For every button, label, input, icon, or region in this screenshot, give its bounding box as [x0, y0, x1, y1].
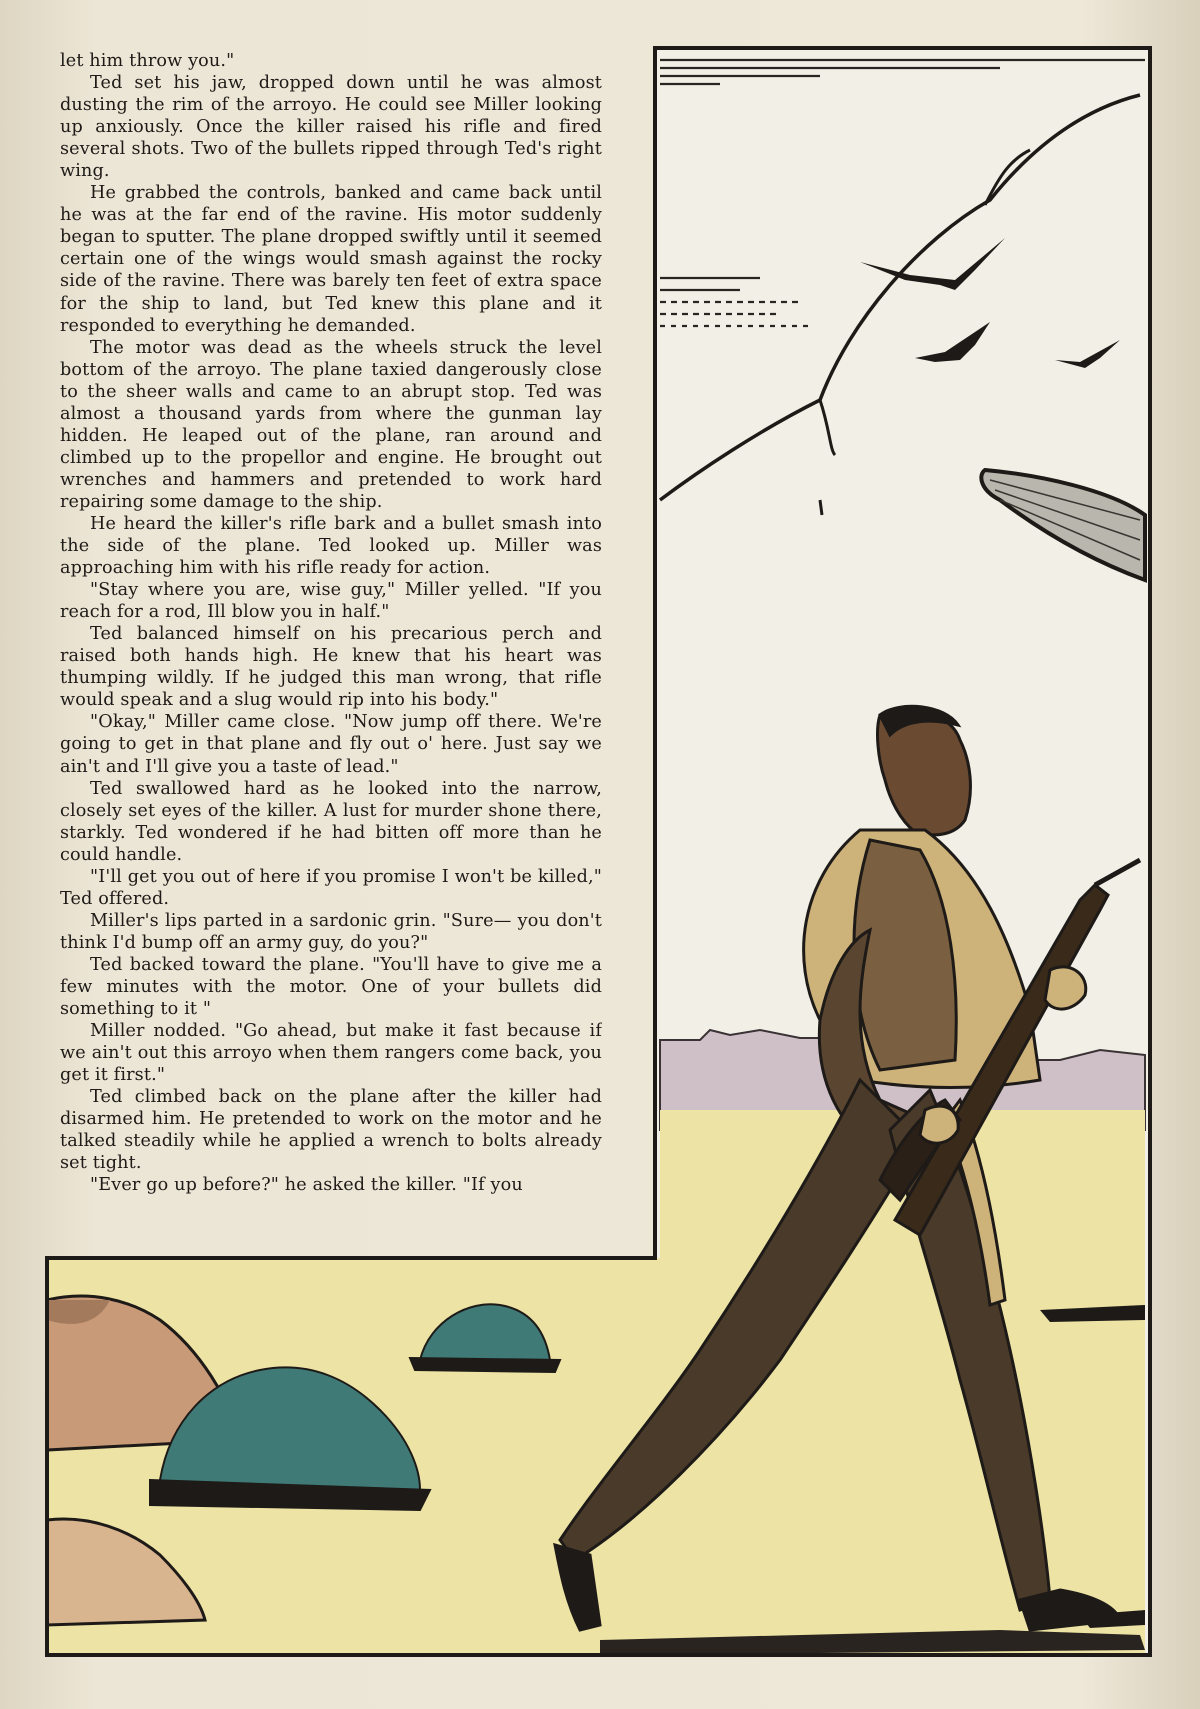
story-text-column — [60, 50, 602, 1235]
paragraph: Miller's lips parted in a sardonic grin. "Sure— you don't think I'd bump off an army guy, do you?" — [60, 910, 602, 953]
paragraph: let him throw you." — [60, 51, 235, 71]
paragraph: The motor was dead as the wheels struck the level bottom of the arroyo. The plane taxied dangerously close to the sheer walls and came to an abrupt stop. Ted was almost a thousand yards from where the gunman lay hidden. He leaped out of the plane, ran around and climbed up to the propellor and engine. He brought out wrenches and hammers and pretended to work hard repairing some damage to the ship. — [60, 337, 602, 512]
paragraph: Miller nodded. "Go ahead, but make it fast because if we ain't out this arroyo when them rangers come back, you get it first." — [60, 1021, 602, 1086]
man-hand-front — [1045, 967, 1086, 1009]
paragraph: "Okay," Miller came close. "Now jump off there. We're going to get in that plane and fly out o' here. Just say we ain't and I'll give you a taste of lead." — [60, 712, 602, 777]
paragraph: He heard the killer's rifle bark and a bullet smash into the side of the plane. Ted looked up. Miller was approaching him with his rifle ready for action. — [60, 513, 602, 579]
paragraph: Ted balanced himself on his precarious perch and raised both hands high. He knew that his heart was thumping wildly. If he judged this man wrong, that rifle would speak and a slug would rip into his body." — [60, 624, 602, 711]
paragraph: He grabbed the controls, banked and came back until he was at the far end of the ravine. His motor suddenly began to sputter. The plane dropped swiftly until it seemed certain one of the wings would smash against the rocky side of the ravine. There was barely ten feet of extra space for the ship to land, but Ted knew this plane and it responded to everything he demanded. — [60, 183, 602, 336]
paragraph: "Ever go up before?" he asked the killer. "If you — [90, 1175, 523, 1196]
paragraph: "Stay where you are, wise guy," Miller yelled. "If you reach for a rod, Ill blow you in half." — [60, 580, 602, 623]
man-hand-back — [920, 1106, 958, 1143]
paragraph: Ted swallowed hard as he looked into the narrow, closely set eyes of the killer. A lust for murder shone there, starkly. Ted wondered if he had bitten off more than he could handle. — [60, 778, 602, 865]
paragraph: Ted climbed back on the plane after the killer had disarmed him. He pretended to work on the motor and he talked steadily while he applied a wrench to bolts already set tight. — [60, 1087, 602, 1174]
paragraph: Ted set his jaw, dropped down until he was almost dusting the rim of the arroyo. He could see Miller looking up anxiously. Once the killer raised his rifle and fired several shots. Two of the bullets ripped through Ted's right wing. — [60, 73, 602, 182]
paragraph: Ted backed toward the plane. "You'll have to give me a few minutes with the motor. One of your bullets did something to it " — [60, 954, 602, 1020]
paragraph: "I'll get you out of here if you promise I won't be killed," Ted offered. — [60, 866, 602, 909]
